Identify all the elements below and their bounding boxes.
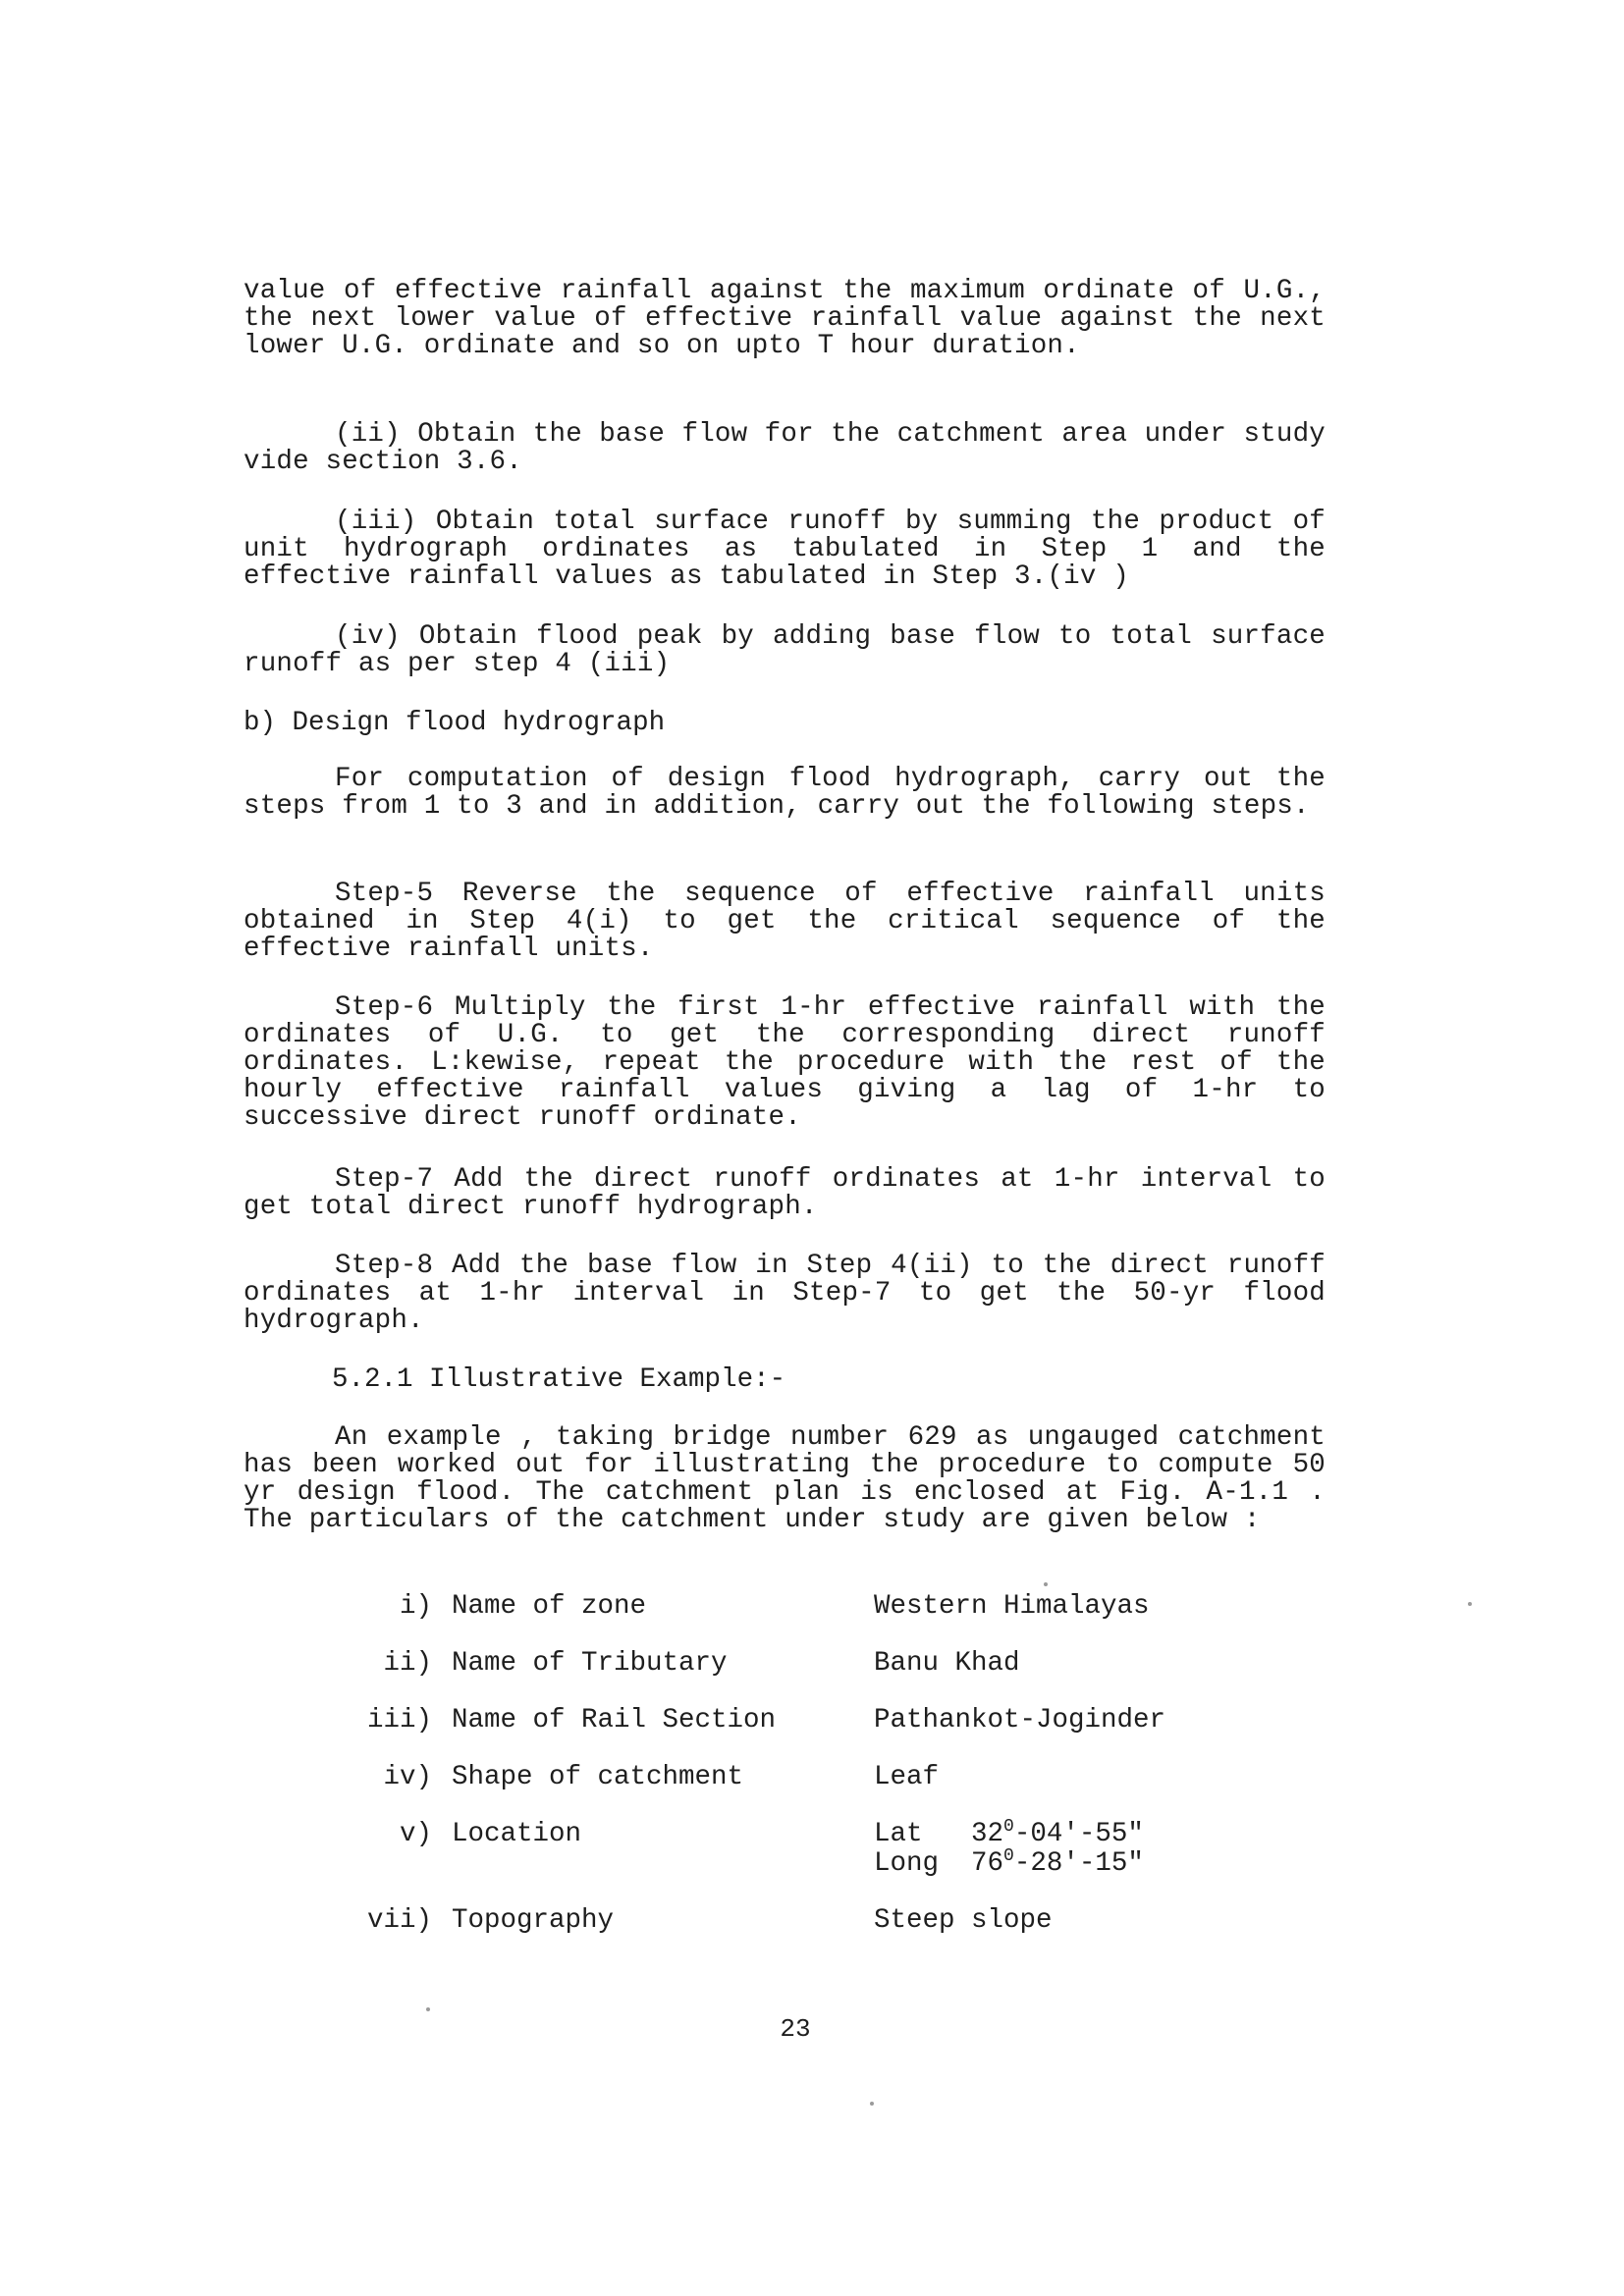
particular-label: Shape of catchment	[452, 1762, 744, 1792]
page-number: 23	[780, 2014, 811, 2044]
longitude-line	[874, 1846, 1144, 1879]
paragraph-step-5: Step-5 Reverse the sequence of effective rainfall units obtained in Step 4(i) to get the critical sequence of the effective rainfall units.	[244, 879, 1326, 964]
particular-label: Topography	[452, 1905, 615, 1936]
scan-speck	[870, 2102, 874, 2106]
particular-value: Banu Khad	[874, 1648, 1020, 1679]
particular-number: iii)	[366, 1705, 432, 1735]
latitude-label: Lat	[874, 1819, 923, 1849]
particular-row-topography	[353, 1906, 1237, 1965]
particular-number: iv)	[383, 1762, 432, 1792]
particular-label: Name of Rail Section	[452, 1705, 777, 1735]
paragraph-continuation: value of effective rainfall against the maximum ordinate of U.G., the next lower value of effective rainfall value against the next lower U.G. ordinate and so on upto T hour duration.	[244, 276, 1326, 361]
paragraph-step-8: Step-8 Add the base flow in Step 4(ii) to the direct runoff ordinates at 1-hr interval in Step-7 to get the 50-yr flood hydrograph.	[244, 1251, 1326, 1336]
latitude-line	[874, 1817, 1144, 1849]
longitude-label: Long	[874, 1848, 940, 1879]
particular-value: Leaf	[874, 1762, 940, 1792]
particular-number: vii)	[366, 1905, 432, 1936]
latitude-minutes-seconds: -04'-55"	[1013, 1819, 1144, 1849]
particular-row-location	[353, 1817, 1237, 1889]
particular-label: Name of zone	[452, 1591, 647, 1622]
scan-speck	[426, 2007, 430, 2011]
scan-speck	[1468, 1602, 1472, 1606]
paragraph-flood-peak: (iv) Obtain flood peak by adding base flow to total surface runoff as per step 4 (iii)	[244, 621, 1326, 679]
location-coordinates	[874, 1817, 1144, 1879]
heading-design-flood-hydrograph: b) Design flood hydrograph	[244, 708, 666, 738]
latitude-degrees: 32	[971, 1819, 1004, 1849]
paragraph-total-surface-runoff: (iii) Obtain total surface runoff by summing the product of unit hydrograph ordinates as tabulated in Step 1 and the effective rainfall values as tabulated in Step 3.(iv )	[244, 507, 1326, 592]
particular-label: Name of Tributary	[452, 1648, 728, 1679]
paragraph-base-flow: (ii) Obtain the base flow for the catchment area under study vide section 3.6.	[244, 419, 1326, 477]
longitude-degrees: 76	[971, 1848, 1004, 1879]
longitude-minutes-seconds: -28'-15"	[1013, 1848, 1144, 1879]
particular-label: Location	[452, 1819, 582, 1849]
heading-illustrative-example: 5.2.1 Illustrative Example:-	[332, 1364, 786, 1395]
particular-row-rail-section	[353, 1706, 1237, 1765]
particular-value: Western Himalayas	[874, 1591, 1150, 1622]
scan-speck	[1044, 1582, 1048, 1586]
particular-number: ii)	[383, 1648, 432, 1679]
paragraph-step-6: Step-6 Multiply the first 1-hr effective rainfall with the ordinates of U.G. to get the corresponding direct runoff ordinates. L:kewise, repeat the procedure with the rest of the hourly effective rainfall values giving a lag of 1-hr to successive direct runoff ordinate.	[244, 992, 1326, 1133]
particular-number: v)	[399, 1819, 432, 1849]
paragraph-computation: For computation of design flood hydrograph, carry out the steps from 1 to 3 and in addition, carry out the following steps.	[244, 764, 1326, 822]
paragraph-example: An example , taking bridge number 629 as ungauged catchment has been worked out for illustrating the procedure to compute 50 yr design flood. The catchment plan is enclosed at Fig. A-1.1 . The particulars of the catchment under study are given below :	[244, 1422, 1326, 1535]
degree-mark: 0	[1003, 1846, 1014, 1866]
paragraph-step-7: Step-7 Add the direct runoff ordinates at 1-hr interval to get total direct runoff hydrograph.	[244, 1164, 1326, 1222]
particular-value: Steep slope	[874, 1905, 1053, 1936]
particular-row-zone	[353, 1592, 1237, 1651]
particular-row-shape	[353, 1763, 1237, 1822]
particular-value: Pathankot-Joginder	[874, 1705, 1166, 1735]
particular-number: i)	[399, 1591, 432, 1622]
particular-row-tributary	[353, 1649, 1237, 1708]
degree-mark: 0	[1003, 1817, 1014, 1837]
